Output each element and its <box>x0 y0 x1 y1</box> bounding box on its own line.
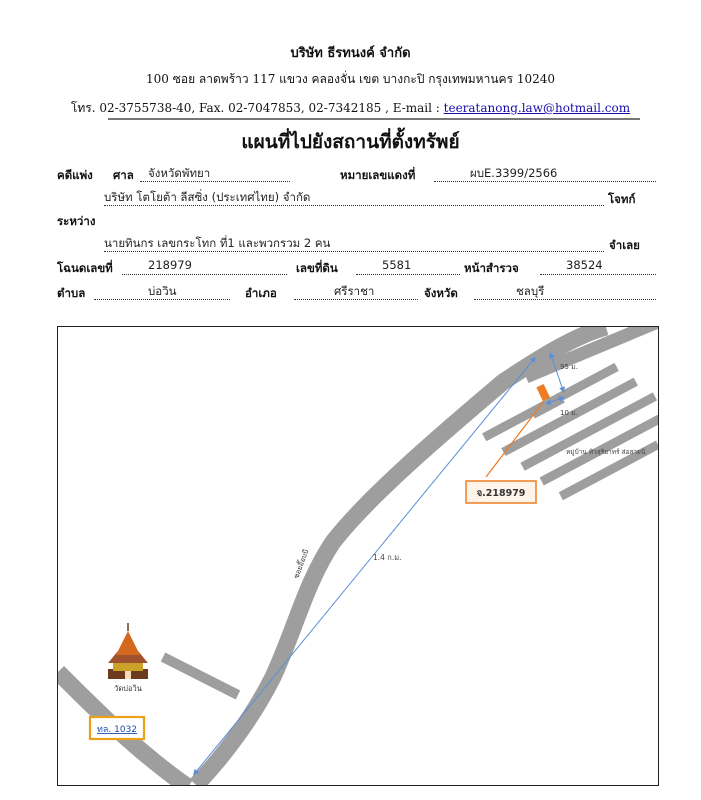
district-value: ศรีราชา <box>334 284 375 298</box>
subdistrict-label: ตำบล <box>57 286 86 300</box>
deed-number-value: 218979 <box>148 258 192 272</box>
plaintiff-value: บริษัท โตโยต้า ลีสซิ่ง (ประเทศไทย) จำกัด <box>104 190 311 204</box>
temple-access-road <box>163 657 238 695</box>
case-number-dotline <box>434 181 656 182</box>
court-label: ศาล <box>113 168 134 182</box>
deed-number-dotline <box>122 274 287 275</box>
case-type-label: คดีแพ่ง <box>57 168 93 182</box>
document-title: แผนที่ไปยังสถานที่ตั้งทรัพย์ <box>241 131 460 153</box>
village-label: หมู่บ้าน ทิวสุริยาทร์ ส่อสายน้ <box>566 448 646 456</box>
map-canvas <box>58 327 659 786</box>
defendant-value: นายทินกร เลขกระโทก ที่1 และพวกรวม 2 คน <box>104 236 331 250</box>
land-number-dotline <box>356 274 460 275</box>
survey-page-dotline <box>540 274 656 275</box>
province-dotline <box>474 299 656 300</box>
location-map <box>57 326 659 786</box>
small-distance-label: 10 ม. <box>560 409 578 417</box>
subdistrict-value: บ่อวิน <box>148 284 177 298</box>
road-name-label: ซอยอี๊อบบี <box>292 548 311 580</box>
email-link[interactable]: teeratanong.law@hotmail.com <box>443 101 631 115</box>
header-divider <box>108 118 640 120</box>
parcel-marker <box>536 384 550 401</box>
land-number-label: เลขที่ดิน <box>296 261 338 275</box>
company-name: บริษัท ธีรทนงค์ จำกัด <box>290 46 411 61</box>
distance-measure-line <box>195 359 534 773</box>
case-number-label: หมายเลขแดงที่ <box>340 168 416 182</box>
province-label: จังหวัด <box>424 286 458 300</box>
defendant-label: จำเลย <box>609 238 640 252</box>
province-value: ชลบุรี <box>516 284 545 298</box>
land-number-value: 5581 <box>382 258 412 272</box>
court-dotline <box>140 181 290 182</box>
plaintiff-dotline <box>104 205 604 206</box>
highway-label: ทล. 1032 <box>96 725 138 735</box>
case-number-value: ผบE.3399/2566 <box>470 166 558 180</box>
plaintiff-label: โจทก์ <box>608 192 636 206</box>
deed-number-label: โฉนดเลขที่ <box>57 261 113 275</box>
contact-info: โทร. 02-3755738-40, Fax. 02-7047853, 02-7342185 , E-mail : <box>70 101 444 115</box>
district-label: อำเภอ <box>245 286 277 300</box>
company-contact <box>0 99 701 118</box>
court-value: จังหวัดพัทยา <box>148 166 211 180</box>
temple-icon <box>108 623 148 679</box>
company-address: 100 ซอย ลาดพร้าว 117 แขวง คลองจั่น เขต บางกะปิ กรุงเทพมหานคร 10240 <box>146 72 555 86</box>
distance-label: 1.4 ก.ม. <box>373 553 402 562</box>
defendant-dotline <box>104 251 604 252</box>
between-label: ระหว่าง <box>57 214 96 228</box>
top-distance-label: 95 ม. <box>560 363 578 371</box>
parcel-label: จ.218979 <box>476 488 526 499</box>
survey-page-label: หน้าสำรวจ <box>464 261 519 275</box>
survey-page-value: 38524 <box>566 258 603 272</box>
temple-label: วัดบ่อวิน <box>114 684 142 693</box>
